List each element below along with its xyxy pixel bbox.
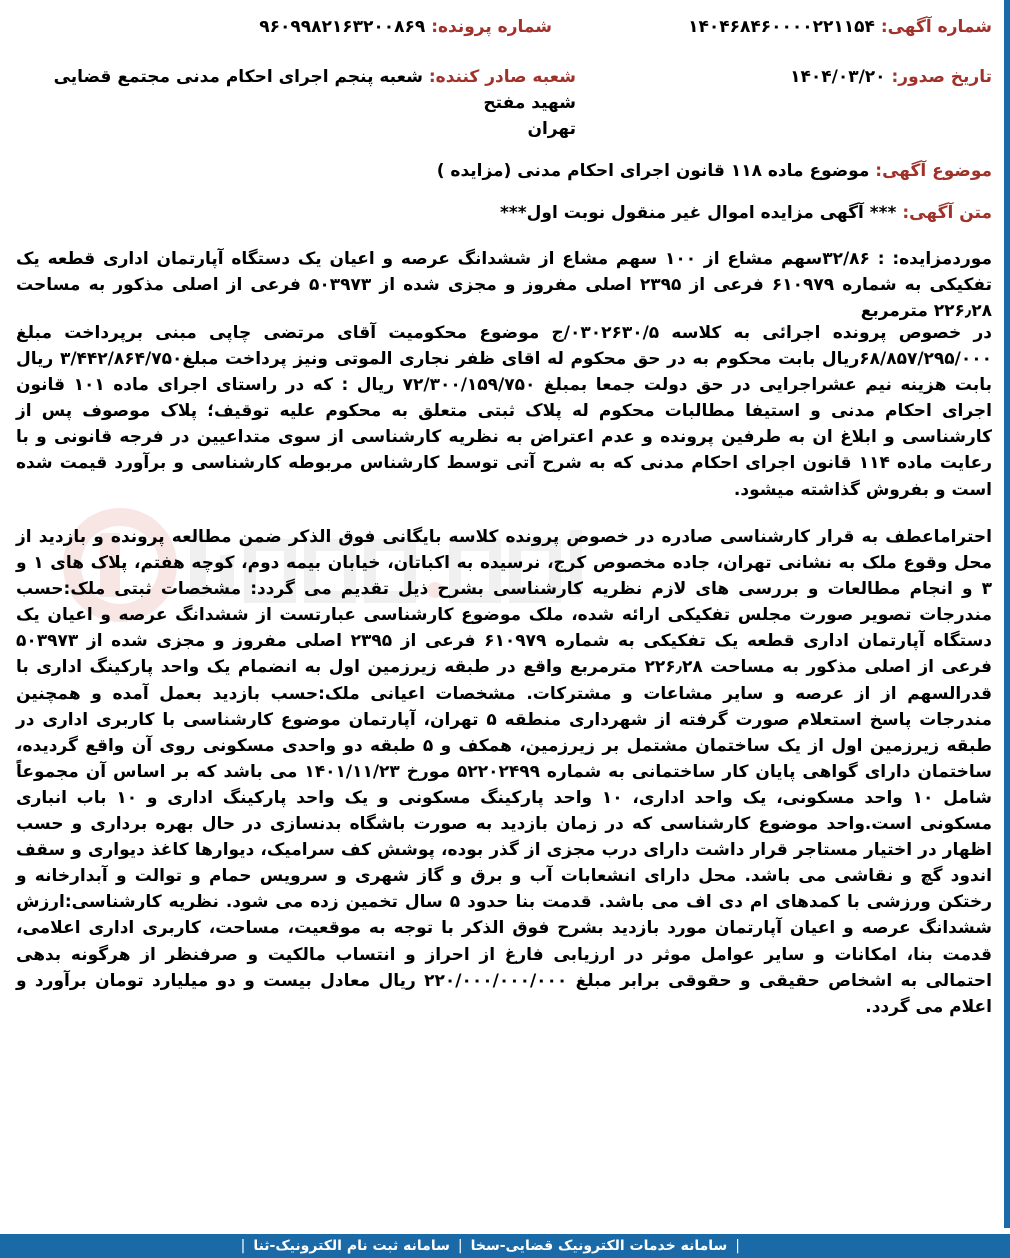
notice-number-label: شماره آگهی: [880, 17, 992, 37]
paragraph-case-details: در خصوص پرونده اجرائی به کلاسه ۰۳۰۲۶۳۰/۵/ج موضوع محکومیت آقای مرتضی چاپی مبنی برپرداخت مبلغ ۶۸/۸۵۷/۲۹۵/۰۰۰ریال بابت محکوم به در حق محکوم له اقای ظفر نجاری الموتی ونیز پرداخت مبلغ۳/۴۴۲/۸۶۴/۷۵۰ ریال بابت هزینه نیم عشراجرایی در حق دولت جمعا بمبلغ ۷۲/۳۰۰/۱۵۹/۷۵۰ ریال : که در راستای اجرای ماده ۱۰۱ قانون اجرای احکام مدنی و استیفا مطالبات محکوم له پلاک ثبتی متعلق به محکوم علیه توقیف؛ پلاک موصوف پس از کارشناسی و ابلاغ ان به طرفین پرونده و عدم اعتراض به نظریه کارشناسی از سوی متداعیین در فرجه قانونی و با رعایت ماده ۱۱۴ قانون اجرای احکام مدنی که به شرح آتی توسط کارشناس مربوطه کارشناسی و برآورد قیمت شده است و بفروش گذاشته میشود. [16, 323, 993, 500]
footer-bar [0, 1234, 1010, 1258]
paragraph-expert-opinion: احتراماعطف به قرار کارشناسی صادره در خصوص پرونده کلاسه بایگانی فوق الذکر ضمن مطالعه پرونده و بازدید از محل وقوع ملک به نشانی تهران، جاده مخصوص کرج، نرسیده به اکباتان، خیابان بیمه دوم، کوچه هفتم، پلاک های ۱ و ۳ و انجام مطالعات و بررسی های لازم نظریه کارشناسی بشرح ذیل تقدیم می گردد: مشخصات ثبتی ملک:حسب مندرجات تصویر صورت مجلس تفکیکی ارائه شده، ملک موضوع کارشناسی عبارتست از ششدانگ عرصه و اعیان یک دستگاه آپارتمان اداری قطعه یک تفکیکی به شماره ۶۱۰۹۷۹ فرعی از ۲۳۹۵ اصلی مفروز و مجزی شده از ۵۰۳۹۷۳ فرعی از اصلی مذکور به مساحت ۲۲۶٫۲۸ مترمربع واقع در طبقه زیرزمین اول به انضمام یک واحد پارکینگ اداری با قدرالسهم از از عرصه و سایر مشاعات و مشترکات. مشخصات اعیانی ملک:حسب بازدید بعمل آمده و همچنین مندرجات پاسخ استعلام صورت گرفته از شهرداری منطقه ۵ تهران، آپارتمان موضوع کارشناسی با کاربری اداری در طبقه زیرزمین اول از یک ساختمان مشتمل بر زیرزمین، همکف و ۵ طبقه دو واحدی مسکونی روی آن واقع گردیده، ساختمان دارای گواهی پایان کار ساختمانی به شماره ۵۲۲۰۲۴۹۹ مورخ ۱۴۰۱/۱۱/۲۳ می باشد که بر اساس آن مجموعاً شامل ۱۰ واحد مسکونی، یک واحد اداری، ۱۰ واحد پارکینگ مسکونی و یک واحد پارکینگ اداری و ۱۰ باب انباری مسکونی است.واحد موضوع کارشناسی که در زمان بازدید به صورت باشگاه بدنسازی در حال بهره برداری و حسب اظهار در اختیار مستاجر قرار داشت دارای درب مجزی از گذر بوده، پوشش کف سرامیک، دیوارها کاغذ دیواری و سقف اندود گچ و نقاشی می باشد. محل دارای انشعابات آب و برق و گاز شهری و سرویس حمام و توالت و آبدارخانه و رختکن ورزشی با کمدهای ام دی اف می باشد. قدمت بنا حدود ۵ سال تخمین زده می شود. نظریه کارشناسی:ارزش ششدانگ عرصه و اعیان آپارتمان مورد بازدید بشرح فوق الذکر با توجه به موقعیت، مساحت، کاربری اداری اعلامی، قدمت بنا، امکانات و سایر عوامل موثر در ارزیابی فارغ از احراز و انتساب مالکیت و صرفنظر از هرگونه بدهی احتمالی به اشخاص حقیقی و حقوقی برابر مبلغ ۲۲۰/۰۰۰/۰۰۰/۰۰۰ ریال معادل بیست و دو میلیارد تومان برآورد و اعلام می گردد. [16, 527, 993, 1017]
issuer-label: شعبه صادر کننده: [428, 67, 576, 87]
issue-date-label: تاریخ صدور: [891, 67, 992, 87]
notice-number: ۱۴۰۴۶۸۴۶۰۰۰۰۲۲۱۱۵۴ [688, 17, 875, 37]
case-number-row [259, 14, 552, 40]
body-heading-label: متن آگهی: [902, 203, 992, 223]
body-heading-value: *** آگهی مزایده اموال غیر منقول نوبت اول*** [499, 203, 897, 223]
subject-value: موضوع ماده ۱۱۸ قانون اجرای احکام مدنی (مزایده ) [436, 161, 870, 181]
footer-separator: | [457, 1238, 463, 1254]
footer-separator: | [735, 1238, 740, 1254]
subject-row [437, 158, 992, 184]
issuer-row [16, 64, 576, 142]
footer-separator: | [240, 1238, 246, 1254]
body-heading-row [500, 200, 992, 226]
footer-link-sakha[interactable]: سامانه خدمات الکترونیک قضایی-سخا [470, 1238, 728, 1254]
paragraph-auction-item: موردمزایده: : ۳۲/۸۶سهم مشاع از ۱۰۰ سهم مشاع از ششدانگ عرصه و اعیان یک دستگاه آپارتمان اداری قطعه یک تفکیکی به شماره ۶۱۰۹۷۹ فرعی از ۲۳۹۵ اصلی مفروز و مجزی شده از ۵۰۳۹۷۳ فرعی از اصلی مذکور به مساحت ۲۲۶٫۲۸ مترمربع [16, 249, 992, 322]
notice-number-row [688, 14, 992, 40]
case-number: ۹۶۰۹۹۸۲۱۶۳۲۰۰۸۶۹ [259, 17, 426, 37]
issue-date: ۱۴۰۴/۰۳/۲۰ [790, 67, 886, 87]
footer-link-sana[interactable]: سامانه ثبت نام الکترونیک-ثنا [253, 1238, 450, 1254]
case-number-label: شماره پرونده: [431, 17, 552, 37]
issuer-line2: تهران [527, 119, 576, 139]
issuer-line1: شعبه پنجم اجرای احکام مدنی مجتمع قضایی شهید مفتح [53, 67, 576, 113]
subject-label: موضوع آگهی: [875, 161, 992, 181]
issue-date-row [790, 64, 992, 90]
